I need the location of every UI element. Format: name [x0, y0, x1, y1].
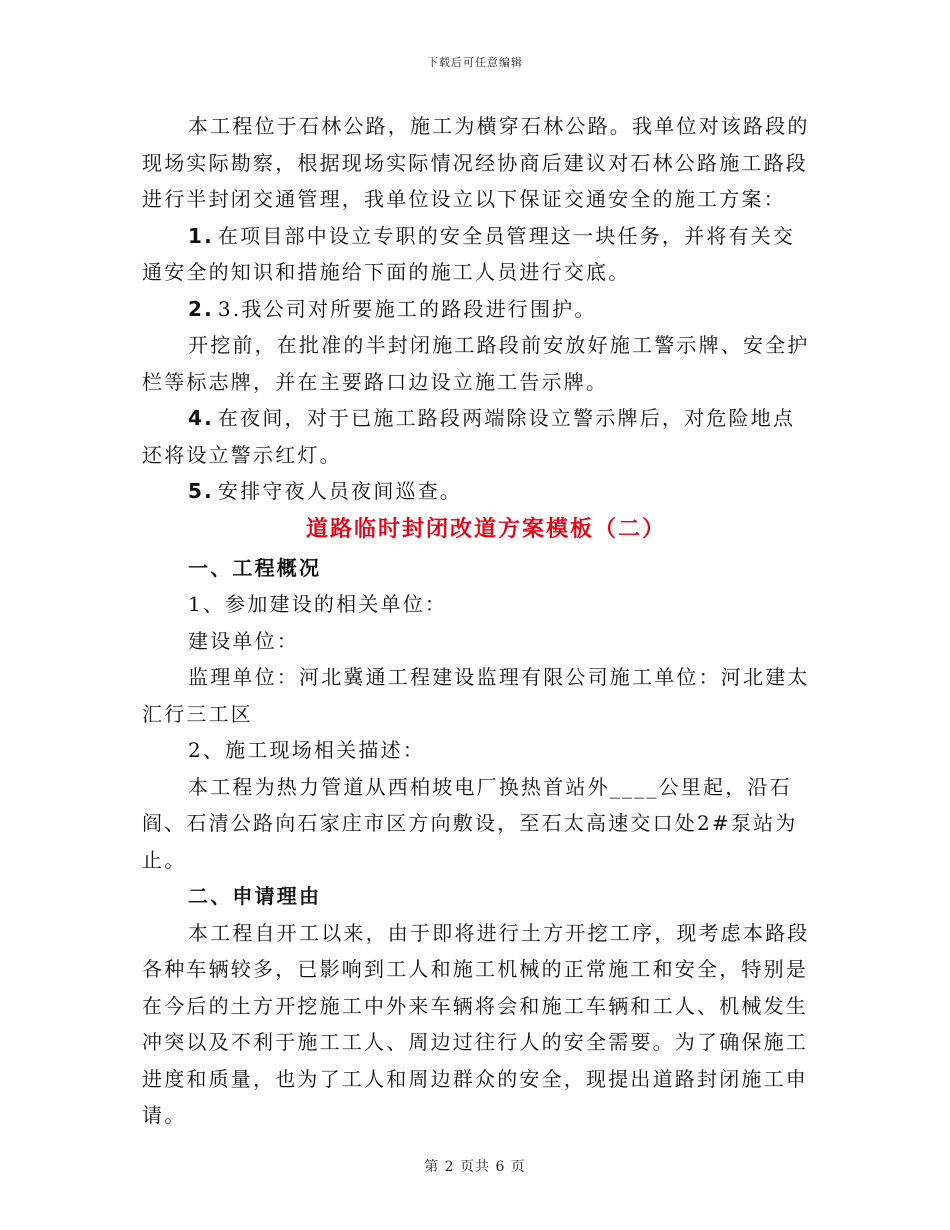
measure-item-4: 4. 在夜间，对于已施工路段两端除设立警示牌后，对危险地点还将设立警示红灯。 — [142, 406, 796, 467]
measure-paragraph-excavation: 开挖前，在批准的半封闭施工路段前安放好施工警示牌、安全护栏等标志牌，并在主要路口边设立施工告示牌。 — [142, 333, 810, 394]
construction-unit: 建设单位： — [188, 628, 299, 653]
heading-application-reason: 二、申请理由 — [188, 884, 322, 908]
measure-item-5: 5. 安排守夜人员夜间巡查。 — [188, 479, 463, 503]
intro-paragraph: 本工程位于石林公路，施工为横穿石林公路。我单位对该路段的现场实际勘察，根据现场实际情况经协商后建议对石林公路施工路段进行半封闭交通管理，我单位设立以下保证交通安全的施工方案： — [142, 114, 810, 211]
site-description: 本工程为热力管道从西柏坡电厂换热首站外____公里起，沿石阎、石清公路向石家庄市区方向敷设，至石太高速交口处2#泵站为止。 — [142, 774, 798, 872]
measure-item-2: 2. 3.我公司对所要施工的路段进行围护。 — [188, 296, 597, 321]
measure-item-1: 1. 在项目部中设立专职的安全员管理这一块任务，并将有关交通安全的知识和措施给下面的施工人员进行交底。 — [142, 223, 796, 284]
reason-paragraph: 本工程自开工以来，由于即将进行土方开挖工序，现考虑本路段各种车辆较多，已影响到工人和施工机械的正常施工和安全，特别是在今后的土方开挖施工中外来车辆将会和施工车辆和工人、机械发生冲突以及不利于施工工人、周边过往行人的安全需要。为了确保施工进度和质量，也为了工人和周边群众的安全，现提出道路封闭施工申请。 — [142, 920, 810, 1127]
page-header-note: 下载后可任意编辑 — [427, 56, 523, 69]
supervision-unit: 监理单位：河北冀通工程建设监理有限公司施工单位：河北建太汇行三工区 — [142, 665, 810, 726]
item-site-description: 2、施工现场相关描述： — [188, 738, 425, 762]
item-related-units: 1、参加建设的相关单位： — [188, 592, 448, 616]
heading-project-overview: 一、工程概况 — [188, 555, 322, 580]
page-number: 第 2 页共 6 页 — [424, 1159, 526, 1175]
document-body — [142, 108, 810, 1134]
section-title: 道路临时封闭改道方案模板（二） — [305, 516, 666, 542]
